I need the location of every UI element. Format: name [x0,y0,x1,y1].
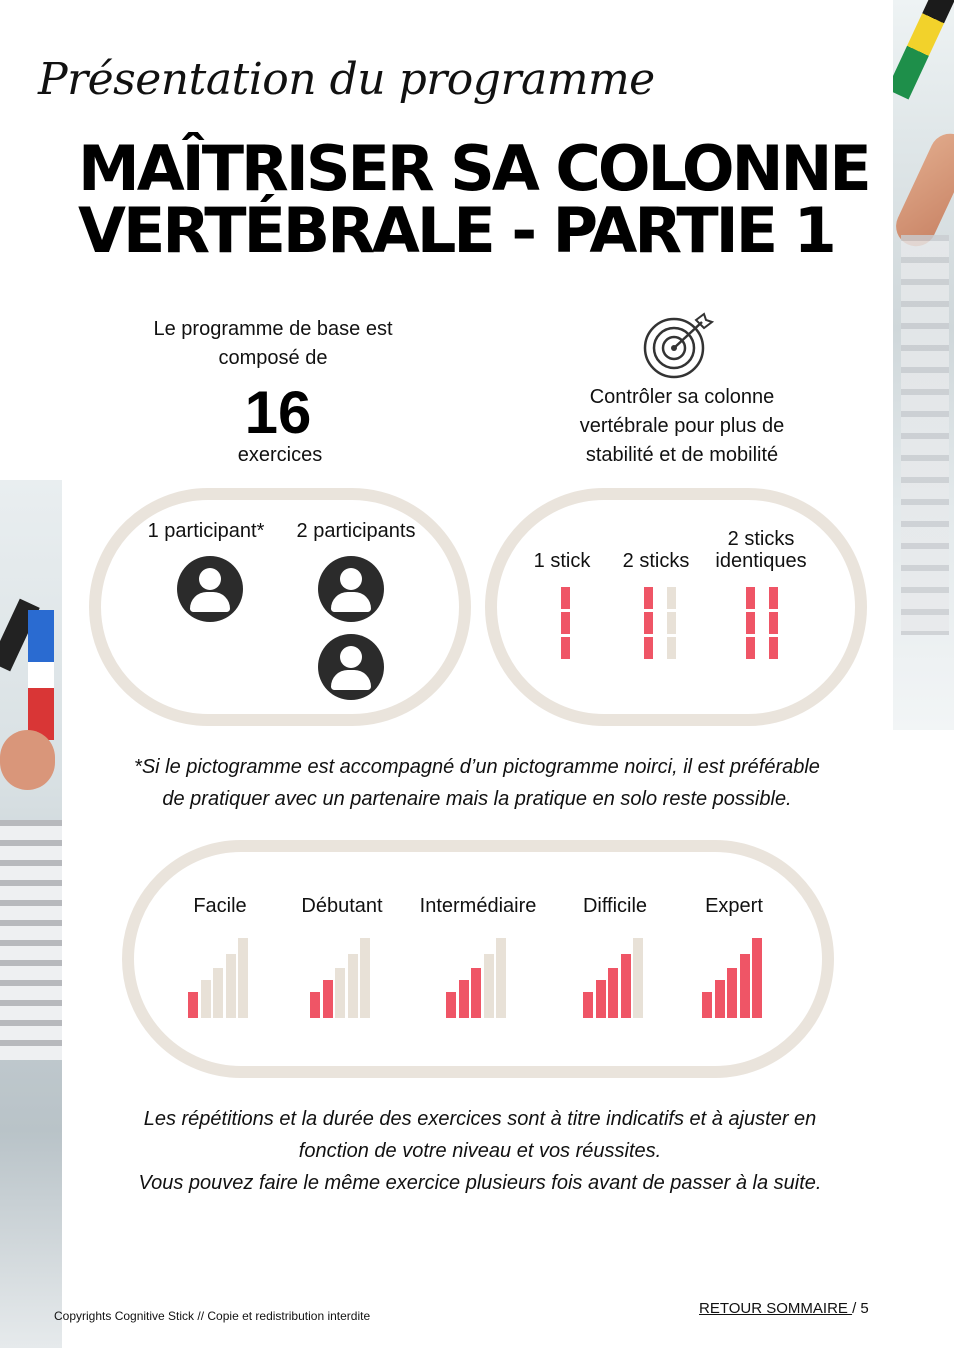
exercise-count: 16 [244,379,312,446]
page-title [78,132,898,267]
level-label: Facile [193,895,247,917]
level-bar [596,980,606,1018]
level-bar [471,968,481,1018]
user-icon [177,556,243,622]
title-line-1: MAÎTRISER SA COLONNE [78,132,869,205]
level-bar [484,954,494,1018]
two-sticks-label: 2 sticks [622,550,690,572]
level-bar [752,938,762,1018]
user-icon [318,556,384,622]
title-line-2: VERTÉBRALE - PARTIE 1 [78,194,834,267]
stick-icon [746,587,755,659]
level-bars-icon [702,938,766,1018]
level-bars-icon [583,938,647,1018]
two-participants-label: 2 participants [296,520,416,542]
level-bar [213,968,223,1018]
level-bar [459,980,469,1018]
level-bar [310,992,320,1018]
target-icon [640,310,716,380]
one-participant-label: 1 participant* [147,520,265,542]
level-bar [335,968,345,1018]
level-bar [633,938,643,1018]
level-bar [583,992,593,1018]
level-bar [446,992,456,1018]
decorative-photo-left [0,480,62,1348]
info-text: Les répétitions et la durée des exercices sont à titre indicatifs et à ajuster en fonction de votre niveau et vos réussites. Vous pouvez faire le même exercice plusieurs fois avant de passer à la suite. [138,1108,822,1194]
level-bars-icon [310,938,374,1018]
level-bar [226,954,236,1018]
page-number: / 5 [852,1300,869,1317]
level-bars-icon [446,938,510,1018]
back-to-summary-link[interactable]: RETOUR SOMMAIRE [699,1300,853,1317]
level-bar [323,980,333,1018]
level-bar [727,968,737,1018]
level-bar [715,980,725,1018]
decorative-photo-right [893,0,954,730]
goal-line-2: vertébrale pour plus de [579,415,785,437]
stick-icon [769,587,778,659]
level-bar [188,992,198,1018]
copyright: Copyrights Cognitive Stick // Copie et redistribution interdite [54,1309,371,1323]
level-bar [348,954,358,1018]
level-bar [201,980,211,1018]
program-intro-1: Le programme de base est [153,318,393,340]
level-bar [238,938,248,1018]
program-intro-2: composé de [218,347,328,369]
level-bars-icon [188,938,252,1018]
user-icon [318,634,384,700]
sticks-panel [485,488,867,726]
level-label: Débutant [301,895,383,917]
one-stick-label: 1 stick [533,550,591,572]
level-bar [608,968,618,1018]
level-bar [740,954,750,1018]
stick-icon [561,587,570,659]
level-bar [621,954,631,1018]
two-same-sticks-label: 2 sticks identiques [715,528,807,572]
stick-icon [667,587,676,659]
page-footer [699,1300,869,1317]
goal-line-1: Contrôler sa colonne [589,386,775,408]
level-label: Intermédiaire [419,895,537,917]
level-bar [702,992,712,1018]
goal-line-3: stabilité et de mobilité [585,444,779,466]
script-title: Présentation du programme [38,54,655,105]
level-label: Expert [705,895,763,917]
footnote: *Si le pictogramme est accompagné d’un pictogramme noirci, il est préférable de pratiquer avec un partenaire mais la pratique en solo reste possible. [134,756,820,810]
level-bar [496,938,506,1018]
level-label: Difficile [582,895,648,917]
level-bar [360,938,370,1018]
exercise-unit: exercices [237,444,323,466]
stick-icon [644,587,653,659]
